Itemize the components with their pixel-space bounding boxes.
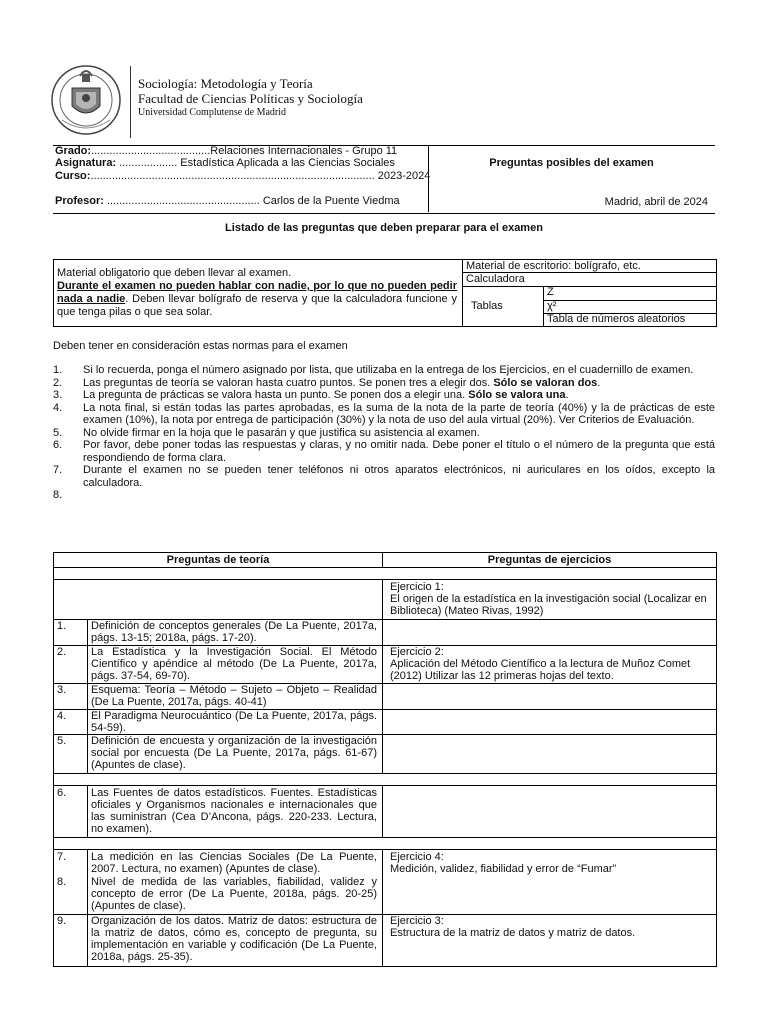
material-table	[462, 259, 717, 327]
material-text	[57, 267, 457, 319]
document-date: Madrid, abril de 2024	[604, 196, 708, 208]
exam-title: Preguntas posibles del examen	[489, 157, 654, 169]
header-divider	[130, 66, 131, 138]
material-box	[53, 259, 463, 327]
ejercicio-2: Ejercicio 2: Aplicación del Método Científico a la lectura de Muñoz Comet (2012) Utilizar las 12 primeras hojas del texto.	[390, 646, 691, 682]
faculty-name: Facultad de Ciencias Políticas y Sociología	[138, 91, 363, 106]
theory-question-8: Nivel de medida de las variables, fiabilidad, validez y concepto de error (De La Puente, 2018a, págs. 20-25) (Apuntes de clase).	[91, 876, 377, 912]
theory-number: 2.	[57, 646, 67, 658]
material-escritorio: Material de escritorio: bolígrafo, etc.	[466, 260, 641, 272]
theory-question-2: La Estadística y la Investigación Social. El Método Científico y apéndice al método (De La Puente, 2017a, págs. 37-54, 69-70).	[91, 646, 377, 682]
curso-line	[55, 170, 431, 182]
profesor-value: Carlos de la Puente Viedma	[259, 195, 400, 207]
theory-question-1: Definición de conceptos generales (De La Puente, 2017a, págs. 13-15; 2018a, págs. 17-20).	[91, 620, 377, 644]
ejercicio-3: Ejercicio 3: Estructura de la matriz de datos y matriz de datos.	[390, 915, 636, 939]
theory-question-3: Esquema: Teoría – Método – Sujeto – Objeto – Realidad (De La Puente, 2017a, págs. 40-41)	[91, 684, 377, 708]
norm-item: 3. La pregunta de prácticas se valora hasta un punto. Se ponen dos a elegir una. Sólo se valora una.	[53, 389, 569, 401]
asignatura-dots: ...................	[116, 157, 178, 169]
profesor-dots: ..................................................	[103, 195, 260, 207]
asignatura-value: Estadística Aplicada a las Ciencias Sociales	[177, 157, 395, 169]
norm-item: 6. Por favor, debe poner todas las respuestas y claras, y no omitir nada. Debe poner el título o el número de la pregunta que está respondiendo de forma clara.	[53, 439, 715, 464]
theory-number: 7.	[57, 851, 67, 863]
grado-dots: .......................................	[91, 145, 211, 157]
university-name: Universidad Complutense de Madrid	[138, 107, 287, 118]
theory-question-6: Las Fuentes de datos estadísticos. Fuentes. Estadísticas oficiales y Organismos nacionales e internacionales que las suministran (Cea D’Ancona, págs. 220-233. Lectura, no examen).	[91, 787, 377, 835]
profesor-line	[55, 195, 400, 207]
norms-list	[53, 364, 715, 502]
norm-item: 8.	[53, 489, 63, 501]
col-teoria-header: Preguntas de teoría	[166, 554, 270, 566]
theory-question-5: Definición de encuesta y organización de la investigación social por encuesta (De La Puente, 2017a, págs. 61-67) (Apuntes de clase).	[91, 735, 377, 771]
grado-line	[55, 145, 397, 157]
norm-item: 2. Las preguntas de teoría se valoran hasta cuatro puntos. Se ponen tres a elegir dos. Sólo se valoran dos.	[53, 376, 601, 389]
norm-item: 1. Si lo recuerda, ponga el número asignado por lista, que utilizaba en la entrega de los Ejercicios, en el cuadernillo de examen.	[53, 364, 694, 376]
theory-question-7: La medición en las Ciencias Sociales (De La Puente, 2007. Lectura, no examen) (Apuntes de clase).	[91, 851, 377, 875]
theory-question-9: Organización de los datos. Matriz de datos: estructura de la matriz de datos, cómo es, concepto de pregunta, su implementación en variable y codificación (De La Puente, 2018a, págs. 25-35).	[91, 915, 377, 963]
grado-label: Grado:	[55, 145, 92, 157]
curso-dots: .............................................................................................	[90, 170, 375, 182]
norm-item: 4. La nota final, si están todas las partes aprobadas, es la suma de la nota de la parte de teoría (40%) y la de prácticas de este examen (10%), la nota por entrega de participación (30%) y la nota de uso del aula virtual (20%). Ver Criterios de Evaluación.	[53, 401, 715, 426]
theory-number: 8.	[57, 876, 67, 888]
material-bold-rule: Durante el examen no pueden hablar con nadie, por lo que no pueden pedir nada a nadie	[57, 280, 457, 305]
table-chi: χ²	[547, 300, 557, 312]
profesor-label: Profesor:	[55, 195, 104, 207]
theory-number: 6.	[57, 787, 67, 799]
university-seal-icon	[50, 60, 122, 140]
material-intro: Material obligatorio que deben llevar al examen.	[57, 267, 292, 279]
theory-number: 1.	[57, 620, 67, 632]
norms-intro: Deben tener en consideración estas normas para el examen	[53, 340, 348, 352]
col-ejercicios-header: Preguntas de ejercicios	[487, 554, 612, 566]
theory-number: 5.	[57, 735, 67, 747]
norm-item: 5. No olvide firmar en la hoja que le pasarán y que justifica su asistencia al examen.	[53, 426, 480, 439]
table-aleatorios: Tabla de números aleatorios	[547, 313, 686, 325]
theory-number: 3.	[57, 684, 67, 696]
list-title: Listado de las preguntas que deben preparar para el examen	[225, 222, 543, 234]
theory-question-4: El Paradigma Neurocuántico (De La Puente, 2017a, págs. 54-59).	[91, 710, 377, 734]
material-tablas: Tablas	[471, 300, 503, 312]
questions-table	[53, 552, 717, 967]
table-z: Z	[547, 286, 554, 298]
norm-item: 7. Durante el examen no se pueden tener teléfonos ni otros aparatos electrónicos, ni auriculares en los oídos, excepto la calculadora.	[53, 464, 715, 489]
material-rest: . Deben llevar bolígrafo de reserva y que la calculadora funcione y que tenga pilas o que sea solar.	[57, 293, 457, 318]
grado-value: Relaciones Internacionales - Grupo 11	[210, 145, 398, 157]
material-calculadora: Calculadora	[466, 273, 525, 285]
ejercicio-1: Ejercicio 1: El origen de la estadística en la investigación social (Localizar en Biblioteca) (Mateo Rivas, 1992)	[390, 581, 707, 617]
curso-value: 2023-2024	[374, 170, 431, 182]
curso-label: Curso:	[55, 170, 91, 182]
department-name: Sociología: Metodología y Teoría	[138, 76, 313, 91]
theory-number: 4.	[57, 710, 67, 722]
asignatura-label: Asignatura:	[55, 157, 117, 169]
asignatura-line	[55, 157, 395, 169]
ejercicio-4: Ejercicio 4: Medición, validez, fiabilidad y error de “Fumar”	[390, 851, 617, 875]
theory-number: 9.	[57, 915, 67, 927]
